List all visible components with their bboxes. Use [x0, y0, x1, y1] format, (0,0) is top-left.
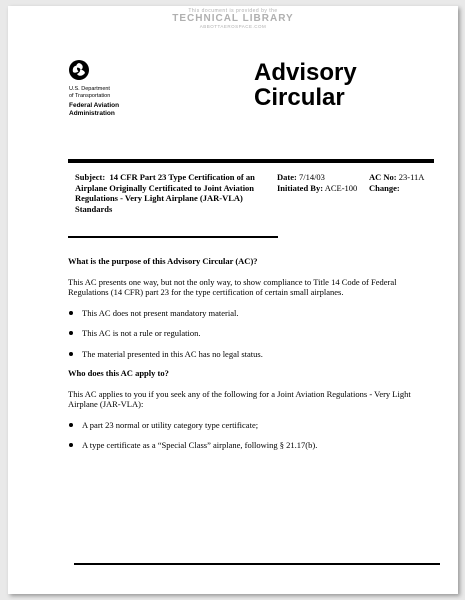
- bullet-icon: [69, 352, 73, 356]
- date-block: [277, 172, 377, 193]
- dept-line-2: of Transportation: [69, 92, 111, 99]
- bullet-icon: [69, 443, 73, 447]
- acno-block: [369, 172, 449, 193]
- purpose-heading: What is the purpose of this Advisory Circular (AC)?: [68, 256, 258, 266]
- apply-bullet-text: A type certificate as a “Special Class” airplane, following § 21.17(b).: [82, 440, 318, 450]
- watermark-sub-text: ABBOTTAEROSPACE.COM: [199, 24, 267, 29]
- bullet-icon: [69, 331, 73, 335]
- document-page: [8, 6, 458, 594]
- purpose-bullet: [68, 349, 438, 360]
- subject-rule: [68, 236, 278, 238]
- watermark-main-text: TECHNICAL LIBRARY: [172, 13, 294, 24]
- subject-text: 14 CFR Part 23 Type Certification of an Airplane Originally Certificated to Joint Aviation Regulations - Very Light Airplane (JAR-VLA) Standards: [75, 172, 255, 214]
- header-rule: [68, 159, 434, 163]
- document-body: [68, 256, 438, 451]
- faa-line-1: Federal Aviation: [69, 102, 120, 109]
- title-line-2: Circular: [254, 84, 345, 111]
- dept-line-1: U.S. Department: [69, 86, 110, 92]
- title-line-1: Advisory: [254, 59, 357, 86]
- apply-bullet: [68, 440, 438, 451]
- watermark: [8, 9, 458, 29]
- watermark-top-text: This document is provided by the: [188, 8, 278, 14]
- purpose-bullet-text: This AC does not present mandatory material.: [82, 307, 239, 318]
- initiated-value: ACE-100: [324, 182, 358, 193]
- purpose-bullet-text: The material presented in this AC has no legal status.: [82, 348, 263, 359]
- advisory-circular-title: [254, 60, 357, 110]
- agency-block: [69, 86, 119, 117]
- acno-label: AC No:: [369, 172, 397, 182]
- acno-value: 23-11A: [398, 172, 425, 182]
- apply-bullet-text: A part 23 normal or utility category type certificate;: [82, 419, 259, 430]
- purpose-paragraph: This AC presents one way, but not the only way, to show compliance to Title 14 Code of Federal Regulations (14 CFR) part 23 for the type certification of certain small airplanes.: [68, 276, 397, 297]
- date-value: 7/14/03: [298, 172, 325, 182]
- faa-line-2: Administration: [69, 109, 115, 117]
- purpose-bullet-text: This AC is not a rule or regulation.: [82, 328, 201, 338]
- date-label: Date:: [277, 172, 297, 182]
- initiated-label: Initiated By:: [277, 182, 324, 193]
- dot-triskelion-icon: [69, 60, 89, 80]
- bullet-icon: [69, 311, 73, 315]
- purpose-bullet: [68, 308, 438, 319]
- footer-rule: [74, 563, 440, 565]
- purpose-bullet: [68, 328, 438, 339]
- apply-bullet: [68, 420, 438, 431]
- apply-paragraph: This AC applies to you if you seek any of the following for a Joint Aviation Regulations - Very Light Airplane (JAR-VLA):: [68, 388, 411, 409]
- change-label: Change:: [369, 182, 400, 193]
- apply-heading: Who does this AC apply to?: [68, 368, 169, 378]
- subject-block: [75, 172, 265, 214]
- subject-label: Subject:: [75, 172, 106, 182]
- bullet-icon: [69, 423, 73, 427]
